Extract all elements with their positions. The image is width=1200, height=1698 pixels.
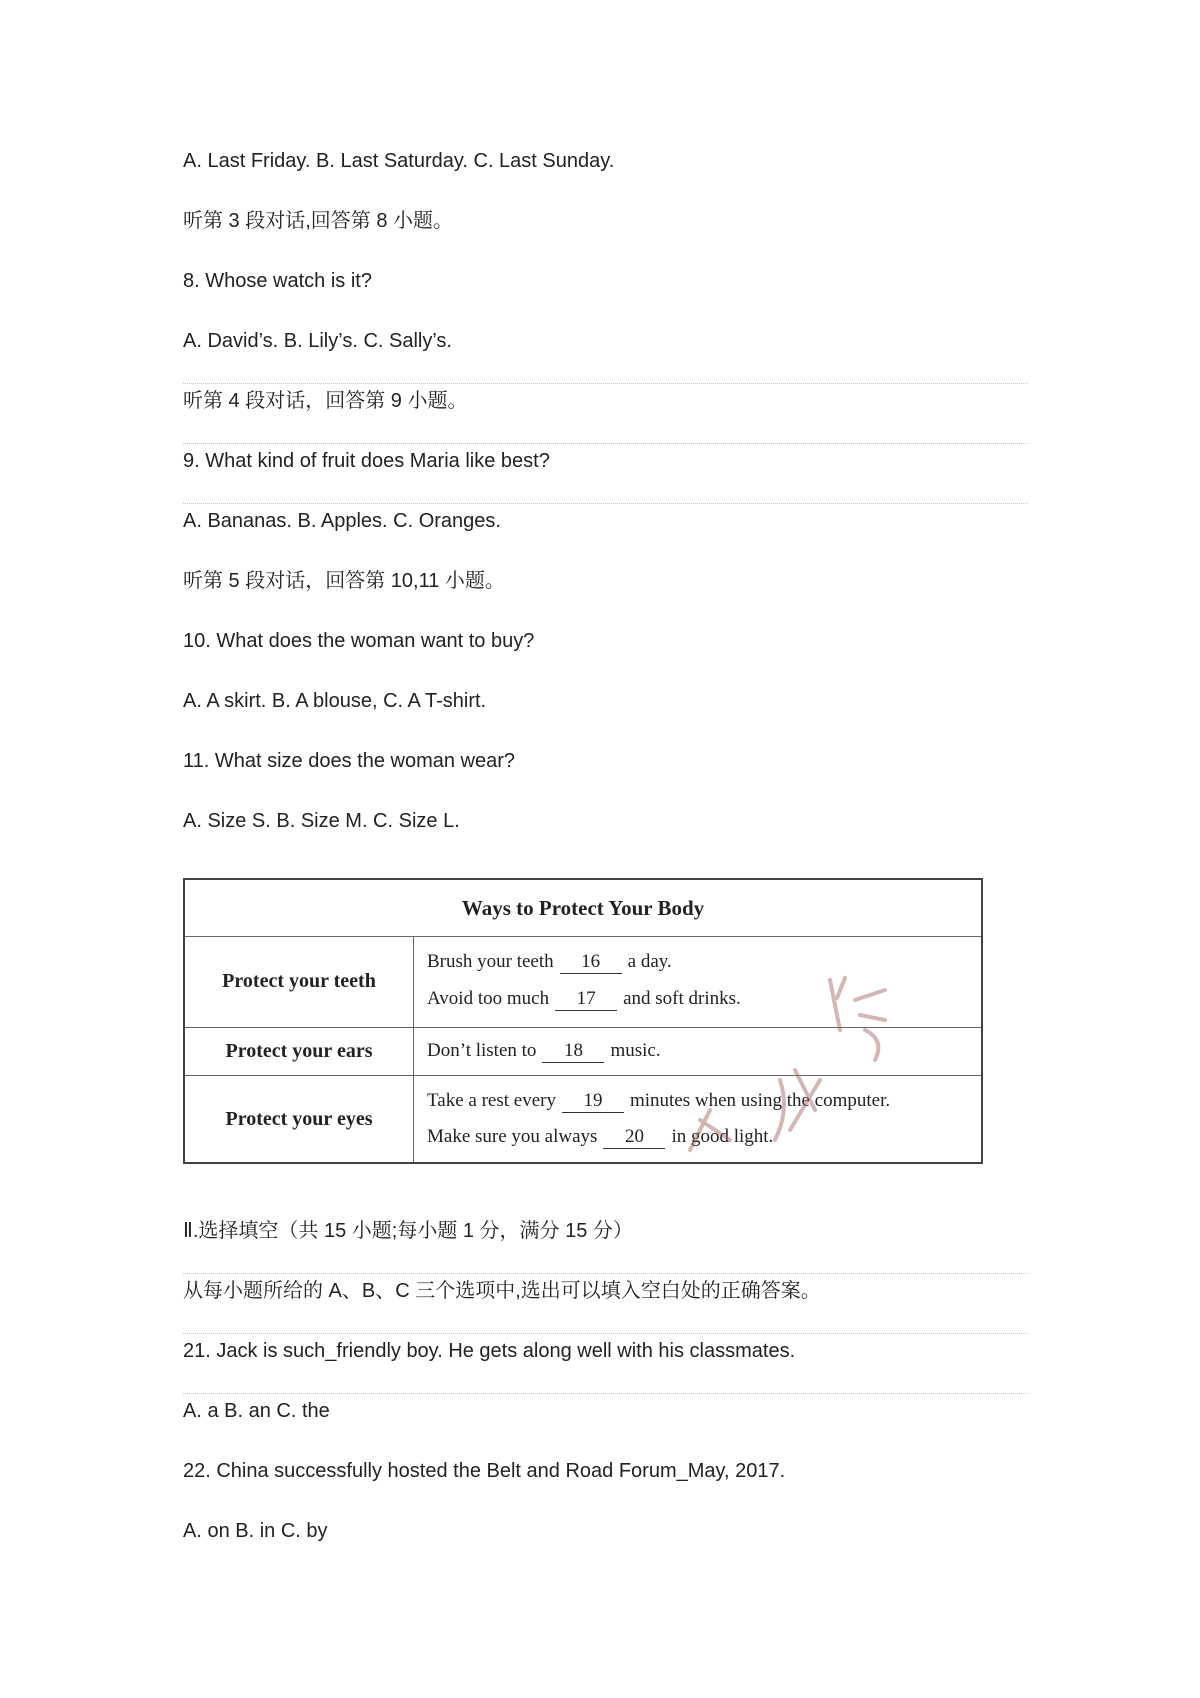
line-text-before: Take a rest every (427, 1090, 556, 1111)
table-row-eyes (185, 1076, 981, 1162)
blank-19: 19 (562, 1090, 624, 1113)
instruction-dialogue-5: 听第 5 段对话，回答第 10,11 小题。 (183, 570, 505, 592)
blank-18: 18 (542, 1040, 604, 1063)
row-head-eyes: Protect your eyes (185, 1076, 414, 1162)
question-22: 22. China successfully hosted the Belt and Road Forum_May, 2017. (183, 1460, 786, 1482)
section-ii-heading: Ⅱ.选择填空（共 15 小题;每小题 1 分，满分 15 分） (183, 1220, 633, 1242)
line-text-after: minutes when using the computer. (629, 1090, 891, 1111)
blank-20: 20 (603, 1126, 665, 1149)
line-text-after: a day. (627, 951, 672, 972)
answer-options-21: A. a B. an C. the (183, 1400, 330, 1422)
dotted-divider (183, 1393, 1028, 1394)
question-9: 9. What kind of fruit does Maria like best? (183, 450, 550, 472)
dotted-divider (183, 503, 1028, 504)
table-line (427, 1124, 773, 1150)
line-text-before: Avoid too much (427, 988, 550, 1009)
question-11: 11. What size does the woman wear? (183, 750, 516, 772)
answer-options-7: A. Last Friday. B. Last Saturday. C. Last Sunday. (183, 150, 615, 172)
table-line (427, 1038, 661, 1064)
instruction-dialogue-3: 听第 3 段对话,回答第 8 小题。 (183, 210, 454, 232)
dotted-divider (183, 1273, 1028, 1274)
dotted-divider (183, 1333, 1028, 1334)
question-8: 8. Whose watch is it? (183, 270, 372, 292)
dotted-divider (183, 383, 1028, 384)
table-line (427, 1088, 890, 1114)
protect-body-table (183, 878, 983, 1164)
line-text-after: music. (610, 1040, 661, 1061)
line-text-after: and soft drinks. (623, 988, 741, 1009)
answer-options-22: A. on B. in C. by (183, 1520, 328, 1542)
answer-options-8: A. David’s. B. Lily’s. C. Sally’s. (183, 330, 452, 352)
line-text-before: Brush your teeth (427, 951, 554, 972)
instruction-dialogue-4: 听第 4 段对话，回答第 9 小题。 (183, 390, 468, 412)
table-line (427, 949, 672, 975)
question-21: 21. Jack is such_friendly boy. He gets along well with his classmates. (183, 1340, 796, 1362)
table-line (427, 986, 741, 1012)
row-head-teeth: Protect your teeth (185, 936, 414, 1027)
answer-options-9: A. Bananas. B. Apples. C. Oranges. (183, 510, 501, 532)
row-head-ears: Protect your ears (185, 1028, 414, 1075)
table-row-ears (185, 1028, 981, 1076)
line-text-before: Make sure you always (427, 1126, 598, 1147)
table-title: Ways to Protect Your Body (185, 880, 981, 937)
table-row-teeth (185, 936, 981, 1028)
blank-16: 16 (560, 951, 622, 974)
section-ii-instruction: 从每小题所给的 A、B、C 三个选项中,选出可以填入空白处的正确答案。 (183, 1280, 821, 1302)
question-10: 10. What does the woman want to buy? (183, 630, 535, 652)
dotted-divider (183, 443, 1028, 444)
line-text-after: in good light. (671, 1126, 774, 1147)
answer-options-10: A. A skirt. B. A blouse, C. A T-shirt. (183, 690, 487, 712)
line-text-before: Don’t listen to (427, 1040, 537, 1061)
answer-options-11: A. Size S. B. Size M. C. Size L. (183, 810, 460, 832)
blank-17: 17 (555, 988, 617, 1011)
